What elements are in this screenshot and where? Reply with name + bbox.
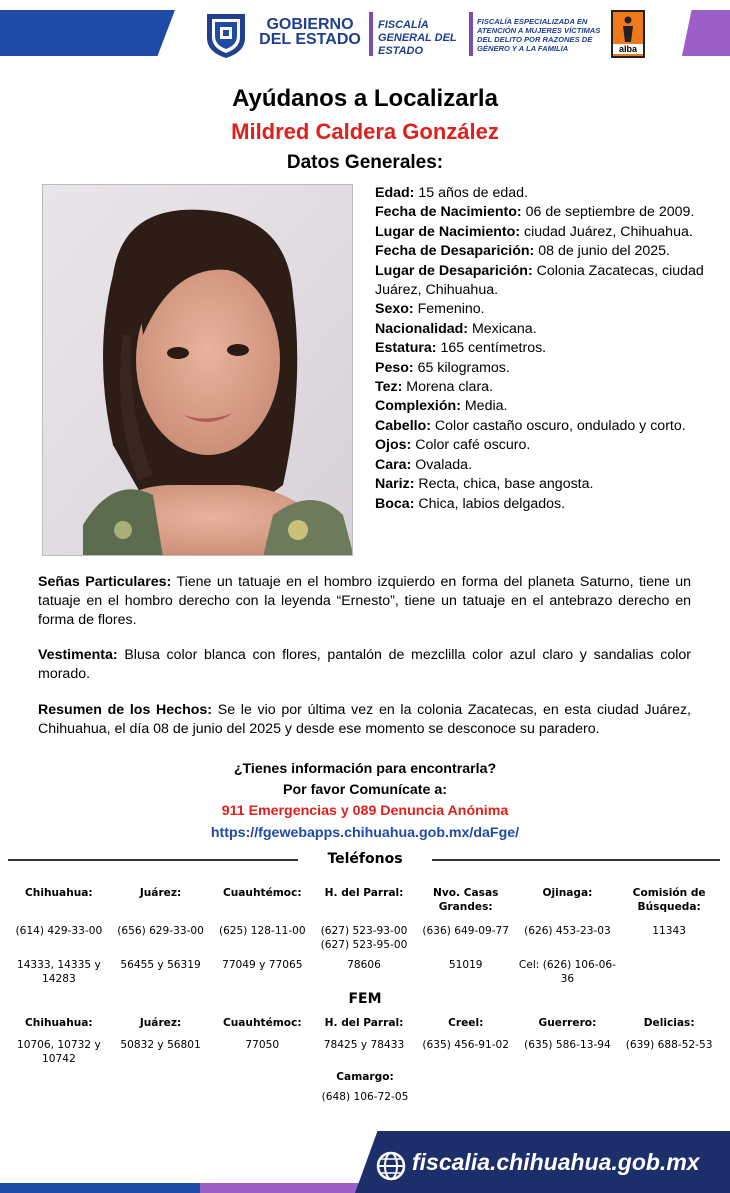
phone-number — [618, 958, 720, 986]
detail-row — [375, 417, 715, 436]
phone-office-label: Cuauhtémoc: — [222, 887, 302, 899]
detail-row — [375, 378, 715, 397]
phone-number: 11343 — [652, 925, 686, 937]
senas-text: Tiene un tatuaje en el hombro izquierdo en forma del planeta Saturno, tiene un tatuaje en el hombro derecho con la leyenda “Ernesto”, tiene un tatuaje en el antebrazo derecho en forma de flores. — [38, 574, 691, 628]
detail-value: Morena clara. — [402, 379, 494, 396]
detail-row — [375, 475, 715, 494]
detail-label: Nacionalidad: — [375, 320, 469, 337]
contact-prompt: Por favor Comunícate a: — [283, 782, 447, 798]
detail-label: Fecha de Nacimiento: — [375, 204, 522, 221]
phone-office-label: Comisión de Búsqueda: — [632, 887, 706, 913]
detail-label: Estatura: — [375, 340, 437, 357]
phone-office-label: Chihuahua: — [25, 1017, 93, 1029]
detail-label: Tez: — [375, 379, 403, 396]
phone-office-label: Delicias: — [643, 1017, 695, 1029]
phone-number: 78606 — [347, 959, 381, 971]
detail-value: Colonia Zacatecas, ciudad Juárez, Chihuahua. — [375, 262, 704, 299]
phone-office-label: Juárez: — [139, 1017, 182, 1029]
portrait-illustration — [43, 185, 353, 556]
detail-label: Fecha de Desaparición: — [375, 243, 535, 260]
fem-headers — [8, 1016, 720, 1030]
vestimenta-text: Blusa color blanca con flores, pantalón de mezclilla color azul claro y sandalias color morado. — [38, 647, 691, 682]
senas-label: Señas Particulares: — [38, 574, 172, 590]
header-divider — [369, 12, 373, 56]
fiscalia-especializada-label: FISCALÍA ESPECIALIZADA EN ATENCIÓN A MUJERES VÍCTIMAS DEL DELITO POR RAZONES DE GÉNERO Y A LA FAMILIA — [477, 17, 601, 53]
phone-office-label: Cuauhtémoc: — [222, 1017, 302, 1029]
state-shield-logo — [203, 10, 249, 60]
detail-row — [375, 495, 715, 514]
detail-value: Color café oscuro. — [411, 437, 531, 454]
header-divider — [469, 12, 473, 56]
detail-value: Ovalada. — [411, 456, 473, 473]
alba-figure-icon — [621, 16, 635, 42]
detail-value: 165 centímetros. — [436, 340, 547, 357]
phone-office-label: Nvo. Casas Grandes: — [432, 887, 499, 913]
detail-value: Recta, chica, base angosta. — [414, 476, 594, 493]
detail-label: Sexo: — [375, 301, 414, 318]
detail-row — [375, 223, 715, 242]
phone-office-label: Ojinaga: — [542, 887, 593, 899]
phone-office-label: Juárez: — [139, 887, 182, 899]
detail-label: Peso: — [375, 359, 414, 376]
detail-value: Femenino. — [413, 301, 485, 318]
phones-headers — [8, 886, 720, 914]
alba-logo — [611, 10, 645, 58]
footer-purple-stripe — [200, 1183, 360, 1193]
phones-row — [8, 958, 720, 986]
detail-label: Complexión: — [375, 398, 461, 415]
globe-icon — [376, 1151, 406, 1181]
vestimenta — [38, 646, 691, 684]
phones-row — [8, 924, 720, 952]
senas-particulares — [38, 573, 691, 630]
person-photo — [42, 184, 353, 556]
page-title: Ayúdanos a Localizarla — [232, 85, 498, 112]
detail-row — [375, 359, 715, 378]
detail-value: ciudad Juárez, Chihuahua. — [520, 223, 693, 240]
phone-number: 77050 — [245, 1039, 280, 1051]
fem-title: FEM — [348, 991, 382, 1007]
phone-number: (656) 629-33-00 — [117, 925, 204, 937]
phone-office-label: Guerrero: — [538, 1017, 597, 1029]
resumen-label: Resumen de los Hechos: — [38, 702, 213, 718]
fem-row — [8, 1038, 720, 1066]
detail-row — [375, 184, 715, 203]
emergency-numbers: 911 Emergencias y 089 Denuncia Anónima — [221, 803, 509, 819]
phone-number: (627) 523-93-00 (627) 523-95-00 — [320, 925, 408, 951]
phone-number: 50832 y 56801 — [120, 1039, 201, 1051]
detail-value: Mexicana. — [468, 320, 537, 337]
vestimenta-label: Vestimenta: — [38, 647, 118, 663]
detail-value: 65 kilogramos. — [413, 359, 510, 376]
person-name: Mildred Caldera González — [231, 119, 499, 144]
contact-question: ¿Tienes información para encontrarla? — [233, 761, 497, 777]
detail-row — [375, 436, 715, 455]
phone-number: (625) 128-11-00 — [218, 925, 306, 937]
gobierno-label: GOBIERNO DEL ESTADO — [259, 16, 361, 48]
phone-number: 10706, 10732 y 10742 — [16, 1039, 101, 1065]
fiscalia-general-label: FISCALÍA GENERAL DEL ESTADO — [378, 19, 457, 57]
report-link[interactable]: https://fgewebapps.chihuahua.gob.mx/daFge/ — [210, 825, 520, 841]
detail-label: Lugar de Nacimiento: — [375, 223, 521, 240]
phone-number: (614) 429-33-00 — [15, 925, 103, 937]
phone-number: (639) 688-52-53 — [625, 1039, 713, 1051]
camargo-label: Camargo: — [336, 1071, 394, 1083]
detail-row — [375, 339, 715, 358]
header-purple-stripe — [682, 10, 730, 56]
phone-office-label: H. del Parral: — [324, 1017, 404, 1029]
phone-office-label: Chihuahua: — [25, 887, 93, 899]
phone-number: 51019 — [448, 959, 483, 971]
detail-row — [375, 262, 715, 301]
phone-office-label: H. del Parral: — [324, 887, 404, 899]
detail-row — [375, 203, 715, 222]
detail-label: Lugar de Desaparición: — [375, 262, 533, 279]
footer-website[interactable]: fiscalia.chihuahua.gob.mx — [412, 1149, 700, 1175]
detail-value: Color castaño oscuro, ondulado y corto. — [430, 417, 686, 434]
detail-row — [375, 320, 715, 339]
resumen-text: Se le vio por última vez en la colonia Zacatecas, en esta ciudad Juárez, Chihuahua, el día 08 de junio del 2025 y desde ese momento se desconoce su paradero. — [38, 702, 691, 737]
phone-number: (635) 456-91-02 — [422, 1039, 510, 1051]
phone-number: 77049 y 77065 — [222, 959, 303, 971]
phone-number: 78425 y 78433 — [323, 1039, 405, 1051]
detail-row — [375, 300, 715, 319]
header-blue-stripe — [0, 10, 175, 56]
detail-value: Chica, labios delgados. — [414, 495, 566, 512]
phone-number: 14333, 14335 y 14283 — [16, 959, 101, 985]
general-details — [375, 184, 715, 514]
detail-label: Nariz: — [375, 476, 415, 493]
detail-row — [375, 456, 715, 475]
detail-value: 08 de junio del 2025. — [534, 243, 670, 260]
detail-label: Cabello: — [375, 417, 431, 434]
alba-label: alba — [613, 44, 643, 54]
detail-label: Edad: — [375, 185, 415, 201]
phone-number: (635) 586-13-94 — [524, 1039, 611, 1051]
detail-label: Ojos: — [375, 437, 412, 454]
section-title: Datos Generales: — [286, 152, 444, 173]
phone-number: 56455 y 56319 — [120, 959, 201, 971]
phone-number: (636) 649-09-77 — [422, 925, 510, 937]
detail-value: 15 años de edad. — [414, 185, 529, 201]
detail-label: Boca: — [375, 495, 415, 512]
phone-office-label: Creel: — [448, 1017, 484, 1029]
resumen-hechos — [38, 701, 691, 739]
detail-value: 06 de septiembre de 2009. — [521, 204, 695, 221]
detail-row — [375, 242, 715, 261]
detail-row — [375, 397, 715, 416]
phone-number: Cel: (626) 106-06-36 — [518, 959, 616, 985]
phones-title: Teléfonos — [327, 851, 403, 867]
detail-label: Cara: — [375, 456, 412, 473]
camargo-phone: (648) 106-72-05 — [321, 1091, 409, 1103]
phone-number: (626) 453-23-03 — [524, 925, 611, 937]
detail-value: Media. — [460, 398, 508, 415]
